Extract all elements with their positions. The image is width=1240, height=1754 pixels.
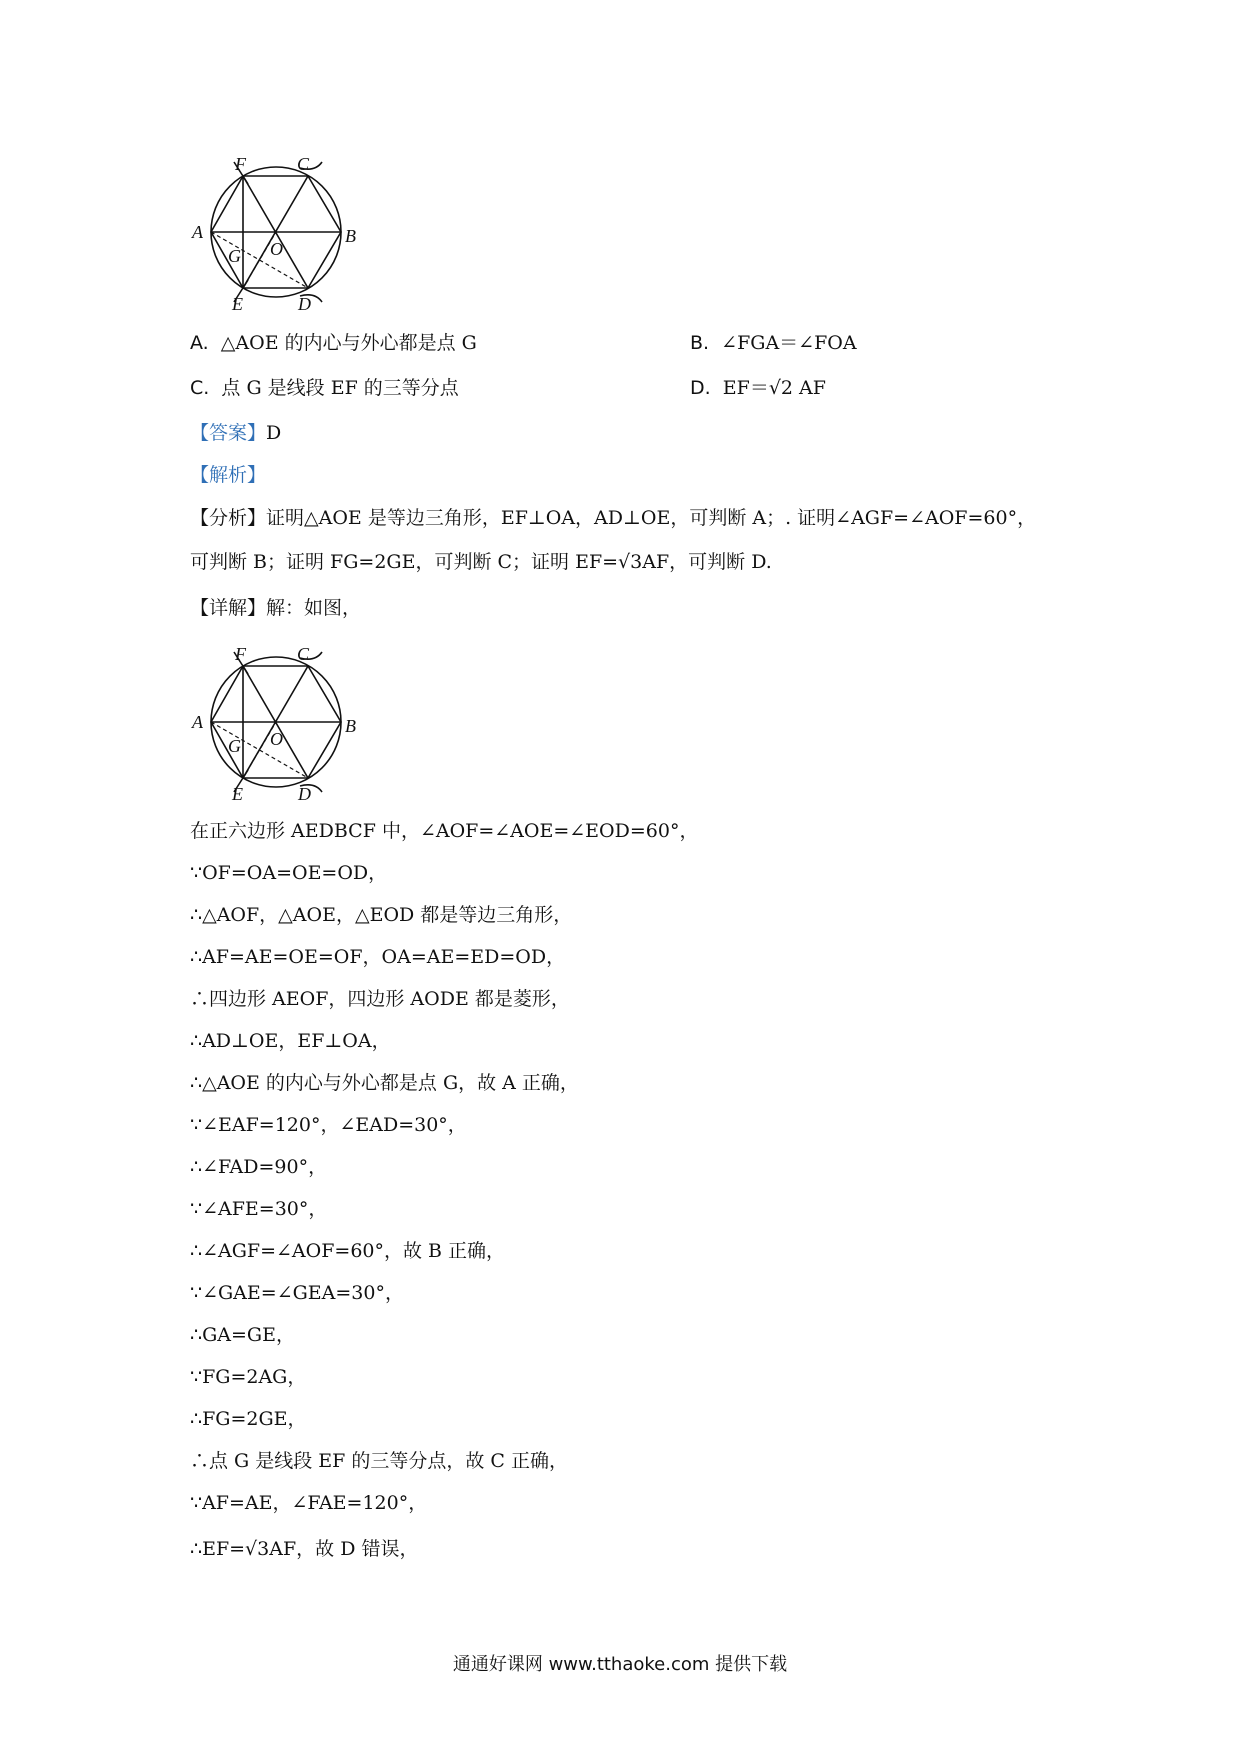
step-line: ∵AF=AE，∠FAE=120°， [190, 1492, 428, 1514]
step-line: ∴EF=√3AF，故 D 错误， [190, 1538, 419, 1560]
label-A: A [192, 222, 203, 242]
step-line: ∴FG=2GE， [190, 1408, 307, 1430]
label-F: F [235, 154, 246, 174]
option-b: B. ∠FGA＝∠FOA [690, 332, 857, 354]
answer-line: 【答案】D [190, 422, 282, 444]
step-line: ∴四边形 AEOF，四边形 AODE 都是菱形， [190, 988, 570, 1010]
label-C: C [297, 154, 310, 174]
fenxi-line-1: 【分析】证明△AOE 是等边三角形，EF⊥OA，AD⊥OE，可判断 A；. 证明∠AGF=∠AOF=60°， [190, 507, 1037, 529]
option-a: A. △AOE 的内心与外心都是点 G [190, 332, 477, 354]
step-line: ∵∠GAE=∠GEA=30°， [190, 1282, 404, 1304]
option-d: D. EF＝√2 AF [690, 377, 826, 399]
step-line: ∴△AOE 的内心与外心都是点 G，故 A 正确， [190, 1072, 579, 1094]
step-line: ∴∠FAD=90°， [190, 1156, 328, 1178]
label-C: C [297, 644, 310, 664]
hexagon-figure-2 [190, 640, 360, 800]
step-line: ∵∠AFE=30°， [190, 1198, 328, 1220]
fenxi-line-2: 可判断 B；证明 FG=2GE，可判断 C；证明 EF=√3AF，可判断 D. [190, 551, 772, 573]
label-D: D [298, 784, 311, 800]
label-O: O [270, 729, 283, 749]
step-line: ∴GA=GE， [190, 1324, 295, 1346]
label-B: B [345, 226, 356, 246]
label-O: O [270, 239, 283, 259]
step-line: ∴△AOF，△AOE，△EOD 都是等边三角形， [190, 904, 573, 926]
option-c: C. 点 G 是线段 EF 的三等分点 [190, 377, 459, 399]
step-line: ∴AF=AE=OE=OF，OA=AE=ED=OD， [190, 946, 566, 968]
step-line: ∴AD⊥OE，EF⊥OA， [190, 1030, 391, 1052]
label-B: B [345, 716, 356, 736]
label-F: F [235, 644, 246, 664]
label-G: G [228, 246, 241, 266]
step-line: ∴∠AGF=∠AOF=60°，故 B 正确， [190, 1240, 506, 1262]
label-A: A [192, 712, 203, 732]
step-line: ∵OF=OA=OE=OD， [190, 862, 388, 884]
page-footer: 通通好课网 www.tthaoke.com 提供下载 [452, 1654, 788, 1675]
label-G: G [228, 736, 241, 756]
step-line: ∴点 G 是线段 EF 的三等分点，故 C 正确， [190, 1450, 569, 1472]
hexagon-figure-1 [190, 150, 360, 310]
step-line: ∵FG=2AG， [190, 1366, 307, 1388]
analysis-heading: 【解析】 [190, 464, 267, 486]
label-D: D [298, 294, 311, 310]
detail-line: 【详解】解：如图， [190, 597, 362, 619]
step-line: ∵∠EAF=120°，∠EAD=30°， [190, 1114, 467, 1136]
label-E: E [232, 784, 243, 800]
label-E: E [232, 294, 243, 310]
step-line: 在正六边形 AEDBCF 中，∠AOF=∠AOE=∠EOD=60°， [190, 820, 699, 842]
